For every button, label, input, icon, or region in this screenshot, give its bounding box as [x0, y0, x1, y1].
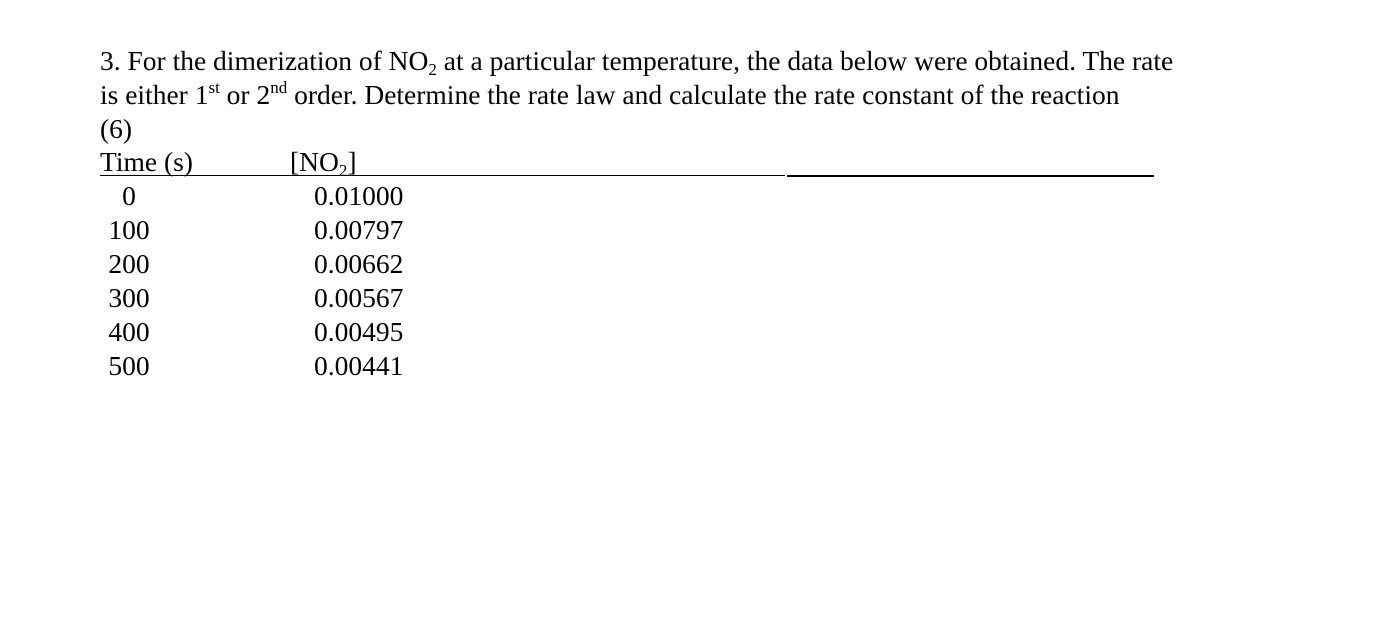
header-underline: [100, 175, 785, 176]
question-line-1-end: at a particular temperature, the data below were obtained. The rate: [436, 45, 1174, 76]
concentration-header-subscript: 2: [338, 161, 348, 180]
concentration-cell: 0.00662: [314, 248, 404, 279]
question-line-2-part-b: or 2: [219, 79, 271, 110]
concentration-cell: 0.00441: [314, 350, 404, 381]
data-table-body: [100, 179, 500, 383]
time-cell: 100: [108, 214, 150, 245]
concentration-header-start: [NO: [290, 146, 339, 177]
time-cell: 200: [108, 248, 150, 279]
concentration-header-end: ]: [347, 146, 357, 177]
table-row: [100, 281, 500, 315]
time-cell: 0: [122, 180, 136, 211]
question-line-2-part-a: is either 1: [100, 79, 209, 110]
table-header: [100, 145, 1160, 179]
table-row: [100, 179, 500, 213]
question-points: (6): [100, 113, 133, 144]
table-row: [100, 247, 500, 281]
second-order-superscript: nd: [270, 78, 288, 97]
answer-blank-line: [787, 175, 1154, 177]
time-column-header: Time (s): [100, 146, 193, 177]
table-row: [100, 349, 500, 383]
concentration-cell: 0.00567: [314, 282, 404, 313]
concentration-cell: 0.01000: [314, 180, 404, 211]
time-cell: 500: [108, 350, 150, 381]
concentration-column-header: [290, 145, 357, 179]
first-order-superscript: st: [208, 78, 220, 97]
question-line-2: [100, 78, 1300, 112]
question-line-2-part-c: order. Determine the rate law and calculate the rate constant of the reaction: [287, 79, 1120, 110]
question-line-1: [100, 44, 1300, 78]
no2-subscript: 2: [428, 60, 437, 79]
table-row: [100, 315, 500, 349]
question-line-1-start: 3. For the dimerization of NO: [100, 45, 429, 76]
time-cell: 300: [108, 282, 150, 313]
time-cell: 400: [108, 316, 150, 347]
concentration-cell: 0.00797: [314, 214, 404, 245]
table-row: [100, 213, 500, 247]
question-text: [100, 44, 1300, 146]
concentration-cell: 0.00495: [314, 316, 404, 347]
